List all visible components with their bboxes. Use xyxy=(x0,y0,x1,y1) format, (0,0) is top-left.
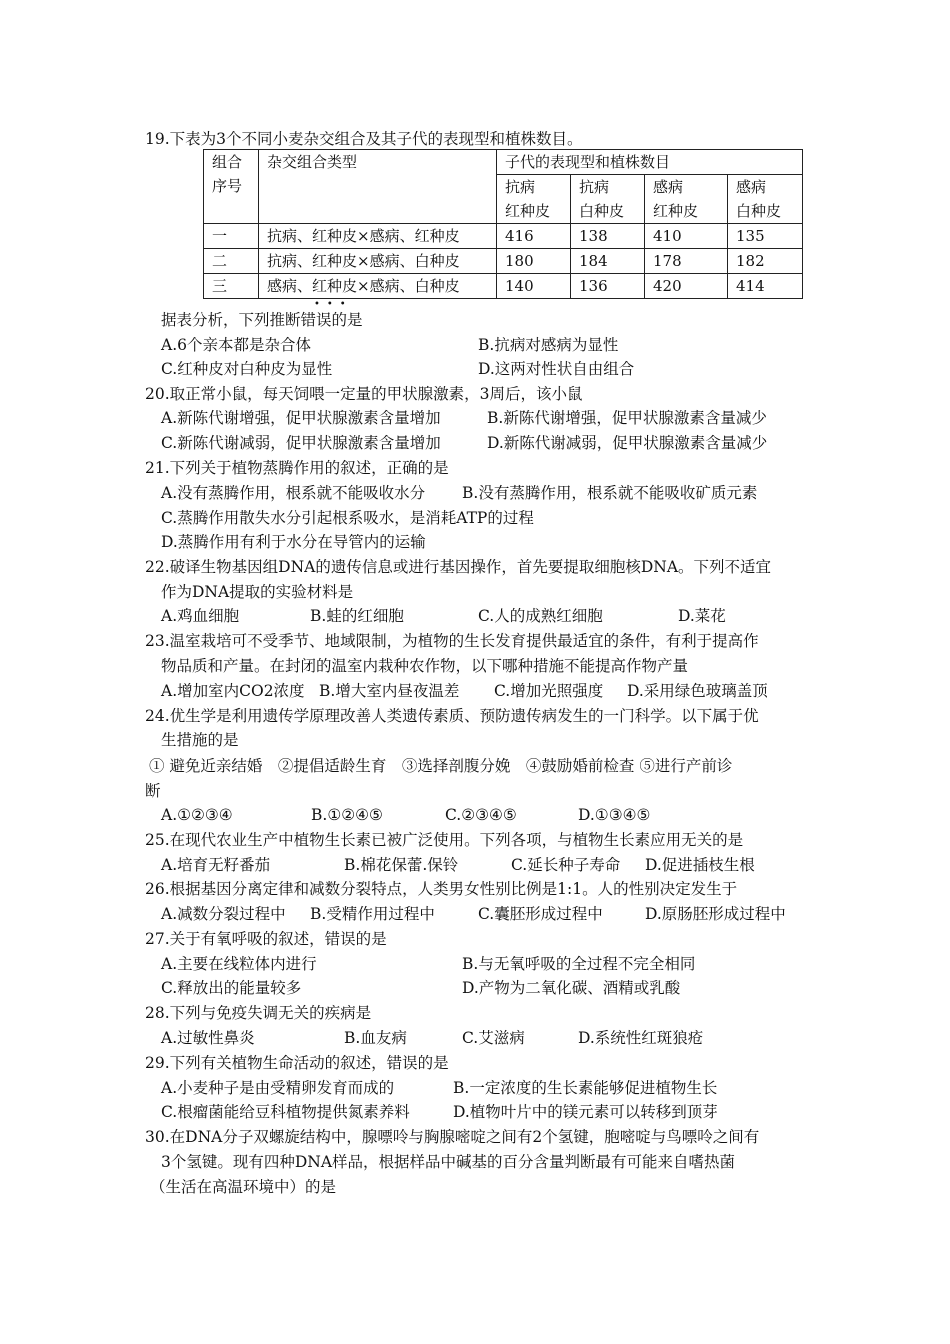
sub-header-l1: 感病 xyxy=(736,178,767,196)
q21-option-a: A.没有蒸腾作用，根系就不能吸收水分 xyxy=(161,484,426,502)
emphasis-dots: ••• xyxy=(314,299,353,310)
q19-option-a: A.6个亲本都是杂合体 xyxy=(161,336,311,354)
q25-option-d: D.促进插枝生根 xyxy=(645,856,755,874)
q29-option-b: B.一定浓度的生长素能够促进植物生长 xyxy=(453,1079,718,1097)
q25-option-c: C.延长种子寿命 xyxy=(511,856,621,874)
q22-stem-line2: 作为DNA提取的实验材料是 xyxy=(161,583,354,601)
table-row xyxy=(204,249,803,274)
header-group-line1: 组合 xyxy=(212,153,243,171)
q25-stem: 25.在现代农业生产中植物生长素已被广泛使用。下列各项，与植物生长素应用无关的是 xyxy=(145,831,744,849)
q29-option-d: D.植物叶片中的镁元素可以转移到顶芽 xyxy=(453,1103,718,1121)
sub-header-l2: 白种皮 xyxy=(579,202,625,220)
q27-option-a: A.主要在线粒体内进行 xyxy=(161,955,317,973)
sub-header xyxy=(497,175,571,224)
q21-stem: 21.下列关于植物蒸腾作用的叙述，正确的是 xyxy=(145,459,449,477)
table-row xyxy=(204,274,803,299)
table-header-offspring: 子代的表现型和植株数目 xyxy=(497,150,803,175)
sub-header-l1: 抗病 xyxy=(505,178,536,196)
row-value: 140 xyxy=(497,274,571,299)
q19-option-d: D.这两对性状自由组合 xyxy=(478,360,635,378)
q23-option-a: A.增加室内CO2浓度 xyxy=(161,682,305,700)
q24-option-d: D.①③④⑤ xyxy=(578,806,651,824)
row-value: 180 xyxy=(497,249,571,274)
q30-stem-line2: 3个氢键。现有四种DNA样品，根据样品中碱基的百分含量判断最有可能来自嗜热菌 xyxy=(161,1153,736,1171)
row-value: 414 xyxy=(728,274,803,299)
q26-option-b: B.受精作用过程中 xyxy=(310,905,435,923)
q19-prompt: 据表分析，下列推断错误的是 xyxy=(161,311,363,329)
q20-option-d: D.新陈代谢减弱，促甲状腺激素含量减少 xyxy=(487,434,768,452)
q20-stem: 20.取正常小鼠，每天饲喂一定量的甲状腺激素，3周后，该小鼠 xyxy=(145,385,583,403)
header-group-line2: 序号 xyxy=(212,177,243,195)
row-value: 182 xyxy=(728,249,803,274)
q21-option-b: B.没有蒸腾作用，根系就不能吸收矿质元素 xyxy=(462,484,758,502)
q22-option-a: A.鸡血细胞 xyxy=(161,607,240,625)
row-value: 184 xyxy=(571,249,645,274)
sub-header-l2: 红种皮 xyxy=(505,202,551,220)
q30-stem-line1: 30.在DNA分子双螺旋结构中，腺嘌呤与胸腺嘧啶之间有2个氢键，胞嘧啶与鸟嘌呤之间有 xyxy=(145,1128,760,1146)
q24-option-a: A.①②③④ xyxy=(161,806,233,824)
q28-option-d: D.系统性红斑狼疮 xyxy=(578,1029,704,1047)
q19-option-b: B.抗病对感病为显性 xyxy=(478,336,619,354)
q19-table xyxy=(203,149,803,299)
q25-option-b: B.棉花保蕾.保铃 xyxy=(344,856,459,874)
row-id: 二 xyxy=(204,249,259,274)
q27-option-c: C.释放出的能量较多 xyxy=(161,979,302,997)
q27-stem: 27.关于有氧呼吸的叙述，错误的是 xyxy=(145,930,387,948)
q26-option-a: A.减数分裂过程中 xyxy=(161,905,286,923)
q27-option-b: B.与无氧呼吸的全过程不完全相同 xyxy=(462,955,696,973)
q29-stem: 29.下列有关植物生命活动的叙述，错误的是 xyxy=(145,1054,449,1072)
row-value: 178 xyxy=(645,249,728,274)
row-type: 抗病、红种皮×感病、红种皮 xyxy=(259,224,497,249)
q21-option-c: C.蒸腾作用散失水分引起根系吸水，是消耗ATP的过程 xyxy=(161,509,534,527)
q24-items-cont: 断 xyxy=(145,782,161,800)
q26-stem: 26.根据基因分离定律和减数分裂特点，人类男女性别比例是1:1。人的性别决定发生于 xyxy=(145,880,738,898)
q28-option-c: C.艾滋病 xyxy=(462,1029,525,1047)
row-value: 420 xyxy=(645,274,728,299)
row-value: 410 xyxy=(645,224,728,249)
q24-stem-line1: 24.优生学是利用遗传学原理改善人类遗传素质、预防遗传病发生的一门科学。以下属于优 xyxy=(145,707,759,725)
row-id: 一 xyxy=(204,224,259,249)
q24-option-b: B.①②④⑤ xyxy=(311,806,383,824)
q23-stem-line2: 物品质和产量。在封闭的温室内栽种农作物，以下哪种措施不能提高作物产量 xyxy=(161,657,689,675)
q20-option-a: A.新陈代谢增强，促甲状腺激素含量增加 xyxy=(161,409,441,427)
q19-stem: 19.下表为3个不同小麦杂交组合及其子代的表现型和植株数目。 xyxy=(145,130,583,148)
q22-option-d: D.菜花 xyxy=(678,607,726,625)
q26-option-c: C.囊胚形成过程中 xyxy=(478,905,603,923)
row-type: 抗病、红种皮×感病、白种皮 xyxy=(259,249,497,274)
sub-header-l1: 感病 xyxy=(653,178,684,196)
q23-option-c: C.增加光照强度 xyxy=(494,682,604,700)
q24-option-c: C.②③④⑤ xyxy=(445,806,517,824)
q27-option-d: D.产物为二氧化碳、酒精或乳酸 xyxy=(462,979,681,997)
q29-option-c: C.根瘤菌能给豆科植物提供氮素养料 xyxy=(161,1103,410,1121)
sub-header-l1: 抗病 xyxy=(579,178,610,196)
q30-stem-line3: （生活在高温环境中）的是 xyxy=(150,1178,337,1196)
q23-option-d: D.采用绿色玻璃盖顶 xyxy=(627,682,768,700)
q19-option-c: C.红种皮对白种皮为显性 xyxy=(161,360,333,378)
table-row xyxy=(204,224,803,249)
q20-option-c: C.新陈代谢减弱，促甲状腺激素含量增加 xyxy=(161,434,441,452)
table-header-group xyxy=(204,150,259,224)
row-value: 135 xyxy=(728,224,803,249)
q28-stem: 28.下列与免疫失调无关的疾病是 xyxy=(145,1004,372,1022)
q24-items: ① 避免近亲结婚 ②提倡适龄生育 ③选择剖腹分娩 ④鼓励婚前检查 ⑤进行产前诊 xyxy=(149,757,733,775)
q28-option-b: B.血友病 xyxy=(344,1029,407,1047)
q28-option-a: A.过敏性鼻炎 xyxy=(161,1029,255,1047)
q24-stem-line2: 生措施的是 xyxy=(161,731,239,749)
q23-stem-line1: 23.温室栽培可不受季节、地域限制，为植物的生长发育提供最适宜的条件，有利于提高作 xyxy=(145,632,759,650)
row-value: 416 xyxy=(497,224,571,249)
q22-option-b: B.蛙的红细胞 xyxy=(310,607,404,625)
q21-option-d: D.蒸腾作用有利于水分在导管内的运输 xyxy=(161,533,426,551)
sub-header xyxy=(645,175,728,224)
q26-option-d: D.原肠胚形成过程中 xyxy=(645,905,786,923)
q20-option-b: B.新陈代谢增强，促甲状腺激素含量减少 xyxy=(487,409,767,427)
table-header-type: 杂交组合类型 xyxy=(259,150,497,224)
row-type: 感病、红种皮×感病、白种皮 xyxy=(259,274,497,299)
q22-stem-line1: 22.破译生物基因组DNA的遗传信息或进行基因操作，首先要提取细胞核DNA。下列不适宜 xyxy=(145,558,772,576)
sub-header-l2: 白种皮 xyxy=(736,202,782,220)
sub-header-l2: 红种皮 xyxy=(653,202,699,220)
q22-option-c: C.人的成熟红细胞 xyxy=(478,607,603,625)
q25-option-a: A.培育无籽番茄 xyxy=(161,856,271,874)
row-value: 136 xyxy=(571,274,645,299)
row-value: 138 xyxy=(571,224,645,249)
sub-header xyxy=(728,175,803,224)
q29-option-a: A.小麦种子是由受精卵发育而成的 xyxy=(161,1079,395,1097)
sub-header xyxy=(571,175,645,224)
q23-option-b: B.增大室内昼夜温差 xyxy=(319,682,460,700)
row-id: 三 xyxy=(204,274,259,299)
